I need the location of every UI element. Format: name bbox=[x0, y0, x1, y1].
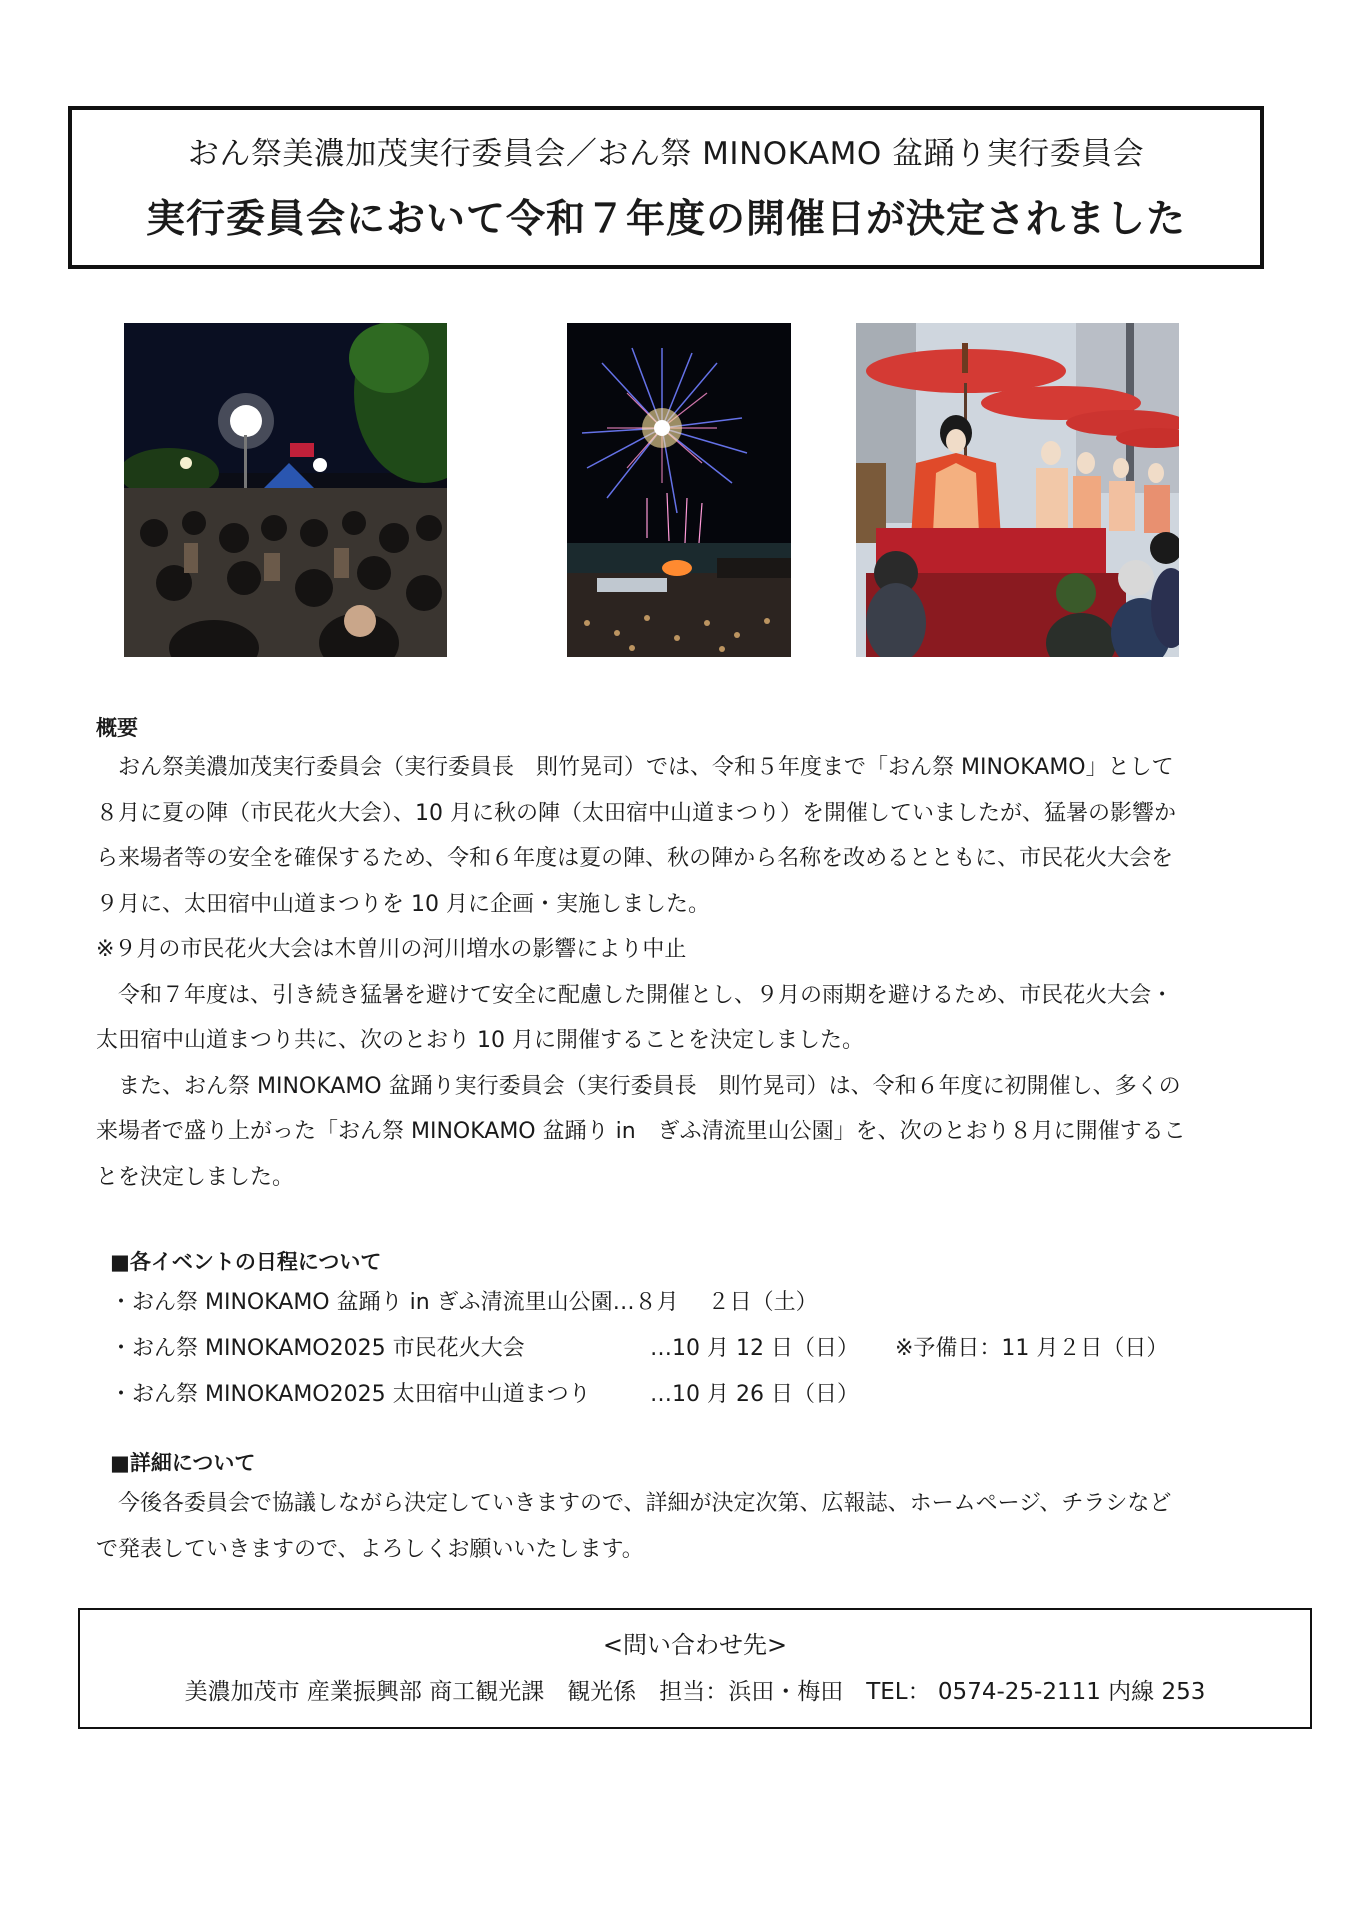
contact-box bbox=[78, 1608, 1312, 1729]
overview-line: 来場者で盛り上がった「おん祭 MINOKAMO 盆踊り in ぎふ清流里山公園」を、次のとおり８月に開催するこ bbox=[96, 1119, 1186, 1144]
header-box bbox=[68, 106, 1264, 269]
overview-line: おん祭美濃加茂実行委員会（実行委員長 則竹晃司）では、令和５年度まで「おん祭 MINOKAMO」として bbox=[96, 755, 1174, 780]
overview-line: ８月に夏の陣（市民花火大会）、10 月に秋の陣（太田宿中山道まつり）を開催していましたが、猛暑の影響か bbox=[96, 800, 1176, 826]
overview-line: 令和７年度は、引き続き猛暑を避けて安全に配慮した開催とし、９月の雨期を避けるため、市民花火大会・ bbox=[96, 982, 1174, 1008]
event-date: …10 月 12 日（日） bbox=[650, 1336, 859, 1361]
overview-line: 太田宿中山道まつり共に、次のとおり 10 月に開催することを決定しました。 bbox=[96, 1028, 864, 1053]
organizers-line: おん祭美濃加茂実行委員会／おん祭 MINOKAMO 盆踊り実行委員会 bbox=[187, 136, 1145, 172]
event-name: ・おん祭 MINOKAMO2025 太田宿中山道まつり bbox=[110, 1382, 591, 1407]
schedule-row-bon-dance bbox=[110, 1280, 818, 1326]
schedule-heading: ■各イベントの日程について bbox=[110, 1250, 382, 1274]
contact-info: 美濃加茂市 産業振興部 商工観光課 観光係 担当：浜田・梅田 TEL： 0574-25-2111 内線 253 bbox=[184, 1679, 1206, 1705]
details-heading: ■詳細について bbox=[110, 1451, 256, 1475]
parade-umbrellas-photo bbox=[856, 323, 1179, 657]
overview-line: ら来場者等の安全を確保するため、令和６年度は夏の陣、秋の陣から名称を改めるとともに、市民花火大会を bbox=[96, 846, 1174, 871]
event-reserve-date: ※予備日：11 月２日（日） bbox=[895, 1336, 1169, 1361]
event-name: ・おん祭 MINOKAMO 盆踊り in ぎふ清流里山公園…８月 ２日（土） bbox=[110, 1290, 818, 1315]
schedule-row-nakasendo bbox=[110, 1372, 859, 1418]
details-line: 今後各委員会で協議しながら決定していきますので、詳細が決定次第、広報誌、ホームページ、チラシなど bbox=[96, 1491, 1172, 1516]
schedule-row-fireworks bbox=[110, 1326, 1169, 1372]
event-name: ・おん祭 MINOKAMO2025 市民花火大会 bbox=[110, 1336, 525, 1361]
overview-line: また、おん祭 MINOKAMO 盆踊り実行委員会（実行委員長 則竹晃司）は、令和６年度に初開催し、多くの bbox=[96, 1073, 1181, 1099]
bon-dance-crowd-photo bbox=[124, 323, 447, 657]
schedule-list bbox=[110, 1280, 1169, 1418]
event-date: …10 月 26 日（日） bbox=[650, 1382, 859, 1407]
details-line: で発表していきますので、よろしくお願いいたします。 bbox=[96, 1536, 644, 1562]
overview-body bbox=[96, 745, 1186, 1200]
overview-heading: 概要 bbox=[96, 716, 138, 740]
overview-line: ※９月の市民花火大会は木曽川の河川増水の影響により中止 bbox=[96, 937, 687, 962]
headline: 実行委員会において令和７年度の開催日が決定されました bbox=[145, 197, 1186, 242]
fireworks-photo bbox=[567, 323, 791, 657]
contact-title: <問い合わせ先> bbox=[602, 1631, 788, 1659]
details-body bbox=[96, 1481, 1171, 1572]
overview-line: とを決定しました。 bbox=[96, 1164, 295, 1190]
overview-line: ９月に、太田宿中山道まつりを 10 月に企画・実施しました。 bbox=[96, 891, 710, 917]
